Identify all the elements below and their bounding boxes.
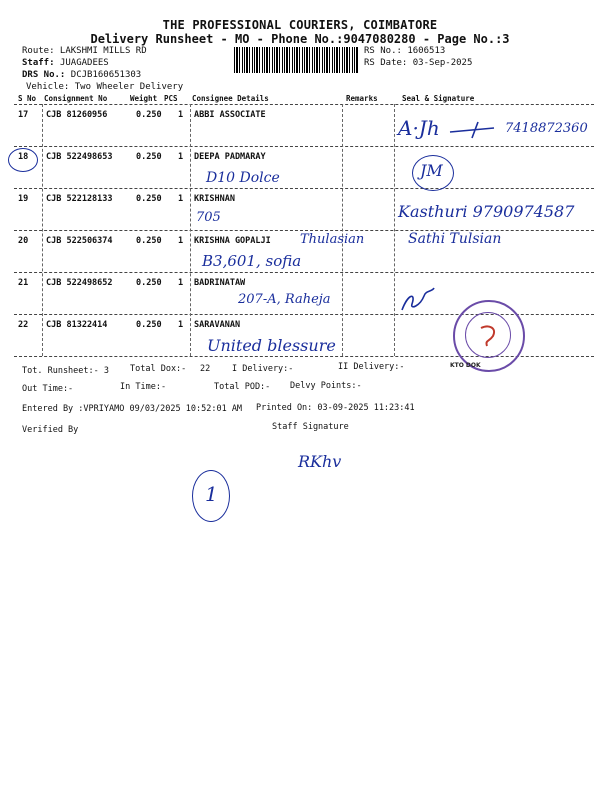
col-weight: Weight (130, 94, 158, 103)
cell-consignee: BADRINATAW (194, 278, 246, 288)
signature-row21 (398, 284, 438, 316)
cell-weight: 0.250 (136, 236, 162, 246)
cell-consignment: CJB 81322414 (46, 320, 108, 330)
i-delivery: I Delivery:- (232, 364, 294, 374)
cell-consignee: ABBI ASSOCIATE (194, 110, 266, 120)
in-time: In Time:- (120, 382, 167, 392)
phone-row17: 7418872360 (505, 121, 588, 136)
staff-line (22, 58, 109, 68)
drs-label: DRS No.: (22, 70, 66, 80)
entered-by: Entered By :VPRIYAMO 09/03/2025 10:52:01 AM (22, 404, 243, 414)
row-divider (14, 104, 594, 105)
ii-delivery: II Delivery:- (338, 362, 405, 372)
cell-weight: 0.250 (136, 278, 162, 288)
cell-consignment: CJB 522498652 (46, 278, 113, 288)
cell-consignee: KRISHNAN (194, 194, 235, 204)
out-time: Out Time:- (22, 384, 74, 394)
total-pod: Total POD:- (214, 382, 271, 392)
stamp-emblem-icon (477, 324, 501, 348)
vehicle-text: Vehicle: Two Wheeler Delivery (26, 82, 184, 92)
cell-sno: 19 (18, 194, 29, 204)
cell-pcs: 1 (178, 236, 184, 246)
cell-pcs: 1 (178, 110, 184, 120)
rs-no: RS No.: 1606513 (364, 46, 446, 56)
col-consignee: Consignee Details (192, 94, 269, 103)
cell-consignment: CJB 522506374 (46, 236, 113, 246)
cell-weight: 0.250 (136, 110, 162, 120)
row-divider (14, 188, 594, 189)
row-divider (14, 230, 594, 231)
signature-row20: Sathi Tulsian (408, 231, 502, 247)
cell-sno: 17 (18, 110, 29, 120)
cell-pcs: 1 (178, 320, 184, 330)
cell-weight: 0.250 (136, 152, 162, 162)
signature-row19: Kasthuri 9790974587 (398, 202, 575, 221)
note-row18: D10 Dolce (206, 170, 280, 186)
col-seal: Seal & Signature (402, 94, 475, 103)
cell-sno: 21 (18, 278, 29, 288)
delvy-points: Delvy Points:- (290, 381, 362, 391)
cell-consignment: CJB 81260956 (46, 110, 108, 120)
printed-on: Printed On: 03-09-2025 11:23:41 (256, 403, 415, 413)
column-divider (394, 104, 395, 356)
col-sno: S No (18, 94, 37, 103)
barcode (234, 47, 358, 73)
cell-sno: 18 (18, 152, 29, 162)
note-row20-a: Thulasian (300, 232, 365, 247)
rs-date: RS Date: 03-Sep-2025 (364, 58, 473, 68)
row-divider (14, 146, 594, 147)
drs-value: DCJB160651303 (70, 70, 142, 80)
route-text: Route: LAKSHMI MILLS RD (22, 46, 147, 56)
cell-pcs: 1 (178, 194, 184, 204)
stamp-label: KTO DOK (450, 362, 481, 369)
row18-circle (8, 148, 38, 172)
cell-sno: 22 (18, 320, 29, 330)
col-pcs: PCS (164, 94, 178, 103)
cell-sno: 20 (18, 236, 29, 246)
signature-row18: JM (420, 161, 443, 180)
column-divider (42, 104, 43, 356)
company-title: THE PROFESSIONAL COURIERS, COIMBATORE (162, 18, 438, 32)
cell-pcs: 1 (178, 278, 184, 288)
cell-consignee: DEEPA PADMARAY (194, 152, 266, 162)
row-divider (14, 272, 594, 273)
note-row21: 207-A, Raheja (238, 292, 331, 307)
column-divider (342, 104, 343, 356)
column-divider (190, 104, 191, 356)
signature-stroke (448, 118, 498, 140)
note-row19: 705 (196, 210, 221, 225)
note-row22: United blessure (207, 336, 336, 355)
total-dox-label: Total Dox:- (130, 364, 187, 374)
tot-runsheet: Tot. Runsheet:- 3 (22, 366, 109, 376)
cell-consignment: CJB 522498653 (46, 152, 113, 162)
staff-signature-label: Staff Signature (272, 422, 349, 432)
staff-value: JUAGADEES (59, 58, 109, 68)
cell-weight: 0.250 (136, 194, 162, 204)
cell-consignee: KRISHNA GOPALJI (194, 236, 271, 246)
signature-row17: A·Jh (398, 116, 440, 140)
note-row20-b: B3,601, sofia (202, 252, 302, 270)
col-remarks: Remarks (346, 94, 378, 103)
runsheet-subtitle: Delivery Runsheet - MO - Phone No.:9047080280 - Page No.:3 (90, 32, 510, 46)
cell-pcs: 1 (178, 152, 184, 162)
staff-handwritten-sign: RKhv (298, 452, 342, 471)
count-handwritten: 1 (205, 482, 218, 506)
total-dox-value: 22 (200, 364, 211, 374)
verified-by: Verified By (22, 425, 79, 435)
staff-label: Staff: (22, 58, 55, 68)
col-consignment: Consignment No (44, 94, 108, 103)
drs-line (22, 70, 141, 80)
cell-weight: 0.250 (136, 320, 162, 330)
cell-consignee: SARAVANAN (194, 320, 241, 330)
cell-consignment: CJB 522128133 (46, 194, 113, 204)
